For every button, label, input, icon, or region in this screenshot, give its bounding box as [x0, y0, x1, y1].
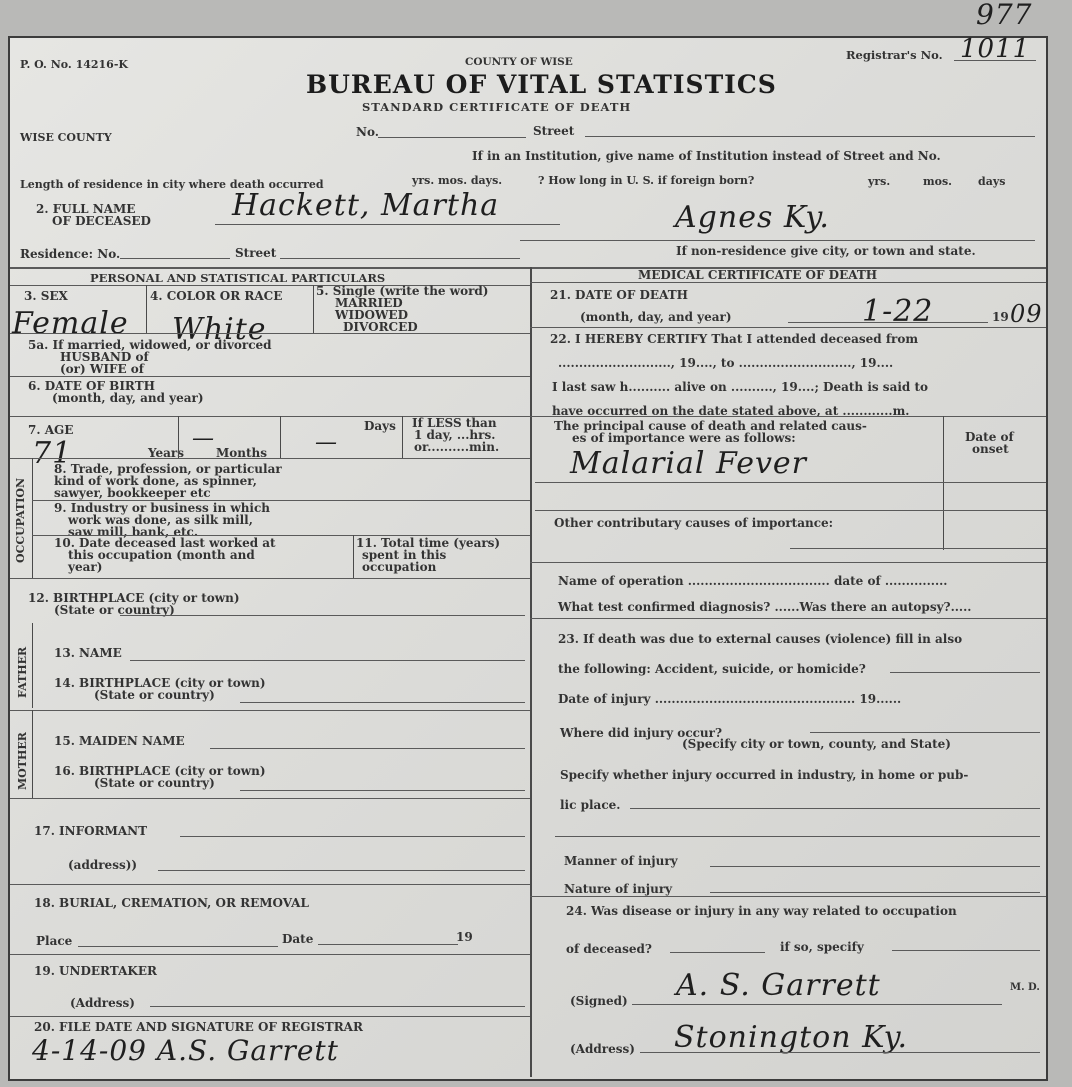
how-long-us: ? How long in U. S. if foreign born?: [538, 174, 755, 187]
date-worked-label-2: this occupation (month and: [68, 548, 255, 562]
death-occurred-time: have occurred on the date stated above, at ............m.: [552, 404, 910, 418]
principal-cause-value: Malarial Fever: [570, 446, 808, 481]
if-so-specify-label: if so, specify: [780, 940, 864, 954]
street-label: Street: [533, 124, 575, 138]
age-label: 7. AGE: [28, 423, 74, 437]
husband-label-1: 5a. If married, widowed, or divorced: [28, 338, 272, 352]
mos-label: mos.: [923, 175, 952, 188]
date-death-label-1: 21. DATE OF DEATH: [550, 288, 688, 302]
bureau-title: BUREAU OF VITAL STATISTICS: [306, 70, 777, 99]
days-label: days: [978, 175, 1006, 188]
mother-birthplace-label-2: (State or country): [94, 776, 215, 790]
death-year-prefix: 19: [992, 310, 1009, 324]
date-onset-label-2: onset: [972, 442, 1009, 456]
physician-address-label: (Address): [570, 1042, 635, 1056]
external-causes-1: 23. If death was due to external causes (violence) fill in also: [558, 632, 963, 646]
father-birthplace-label-1: 14. BIRTHPLACE (city or town): [54, 676, 266, 690]
date-worked-label-3: year): [68, 560, 103, 574]
husband-label-3: (or) WIFE of: [60, 362, 144, 376]
nature-of-injury-label: Nature of injury: [564, 882, 673, 896]
occupation-related-1: 24. Was disease or injury in any way related to occupation: [566, 904, 957, 918]
cause-label-2: es of importance were as follows:: [572, 431, 796, 445]
medical-heading: MEDICAL CERTIFICATE OF DEATH: [638, 268, 878, 282]
trade-label-3: sawyer, bookkeeper etc: [54, 486, 211, 500]
death-certificate: [8, 36, 1048, 1081]
residence-street-label: Street: [235, 246, 277, 260]
file-date-label: 20. FILE DATE AND SIGNATURE OF REGISTRAR: [34, 1020, 363, 1034]
deceased-name: Hackett, Martha: [232, 188, 500, 223]
death-year-value: 09: [1010, 300, 1043, 328]
less-than-2: 1 day, ...hrs.: [414, 428, 496, 442]
physician-signature: A. S. Garrett: [676, 968, 881, 1003]
age-value: 71: [32, 436, 73, 471]
months-label: Months: [216, 446, 268, 460]
nonresidence-note: If non-residence give city, or town and state.: [676, 244, 976, 258]
signed-label: (Signed): [570, 994, 628, 1008]
corner-number: 977: [976, 0, 1033, 31]
trade-label-1: 8. Trade, profession, or particular: [54, 462, 282, 476]
occupation-vertical-label: OCCUPATION: [14, 477, 27, 563]
industry-label-3: saw mill, bank, etc.: [68, 525, 198, 539]
industry-label-2: work was done, as silk mill,: [68, 513, 253, 527]
personal-heading: PERSONAL AND STATISTICAL PARTICULARS: [90, 271, 386, 285]
no-label: No.: [356, 125, 379, 139]
residence-length: Length of residence in city where death occurred: [20, 178, 324, 191]
full-name-label-2: OF DECEASED: [52, 214, 151, 228]
undertaker-label: 19. UNDERTAKER: [34, 964, 157, 978]
married-label: MARRIED: [335, 296, 403, 310]
sex-value: Female: [12, 306, 129, 341]
certify-statement: 22. I HEREBY CERTIFY That I attended deceased from: [550, 332, 919, 346]
date-label: Date: [282, 932, 314, 946]
father-birthplace-label-2: (State or country): [94, 688, 215, 702]
occupation-related-2: of deceased?: [566, 942, 652, 956]
single-label: 5. Single (write the word): [316, 284, 489, 298]
undertaker-address-label: (Address): [70, 996, 135, 1010]
sex-label: 3. SEX: [24, 289, 68, 303]
date-death-label-2: (month, day, and year): [580, 310, 732, 324]
color-value: White: [172, 312, 267, 347]
birthplace-label-2: (State or country): [54, 603, 175, 617]
burial-year-label: 19: [456, 930, 473, 944]
residence-value: Agnes Ky.: [675, 200, 830, 235]
date-death-value: 1-22: [862, 294, 934, 329]
mother-vertical-label: MOTHER: [16, 732, 29, 790]
operation-line: Name of operation .................................. date of ...............: [558, 574, 948, 588]
divorced-label: DIVORCED: [343, 320, 418, 334]
md-label: M. D.: [1010, 982, 1040, 993]
po-number: P. O. No. 14216-K: [20, 58, 128, 71]
external-causes-2: the following: Accident, suicide, or homicide?: [558, 662, 866, 676]
yrs-label: yrs.: [868, 175, 891, 188]
husband-label-2: HUSBAND of: [60, 350, 149, 364]
attended-from-to: ..........................., 19...., to ..........................., 19....: [558, 356, 894, 370]
date-onset-label-1: Date of: [965, 430, 1014, 444]
yrs-mos-days: yrs. mos. days.: [412, 174, 503, 187]
full-name-label-1: 2. FULL NAME: [36, 202, 136, 216]
informant-address-label: (address)): [68, 858, 138, 872]
days-value: —: [315, 430, 338, 455]
registrar-number: 1011: [960, 34, 1031, 64]
burial-label: 18. BURIAL, CREMATION, OR REMOVAL: [34, 896, 309, 910]
trade-label-2: kind of work done, as spinner,: [54, 474, 257, 488]
certificate-title: STANDARD CERTIFICATE OF DEATH: [362, 100, 632, 114]
industry-label-1: 9. Industry or business in which: [54, 501, 271, 515]
dob-label-1: 6. DATE OF BIRTH: [28, 379, 155, 393]
file-date-signature: 4-14-09 A.S. Garrett: [32, 1034, 339, 1067]
maiden-name-label: 15. MAIDEN NAME: [54, 734, 185, 748]
specify-injury-1: Specify whether injury occurred in industry, in home or pub-: [560, 768, 969, 782]
months-value: —: [192, 426, 215, 451]
informant-label: 17. INFORMANT: [34, 824, 148, 838]
total-time-label-3: occupation: [362, 560, 437, 574]
physician-address-value: Stonington Ky.: [674, 1020, 909, 1055]
total-time-label-2: spent in this: [362, 548, 447, 562]
institution-note: If in an Institution, give name of Institution instead of Street and No.: [472, 149, 941, 163]
contributory-label: Other contributary causes of importance:: [554, 516, 834, 530]
diagnosis-test-line: What test confirmed diagnosis? ......Was there an autopsy?.....: [558, 600, 972, 614]
last-saw-alive: I last saw h.......... alive on .........., 19....; Death is said to: [552, 380, 929, 394]
residence-label: Residence: No.: [20, 247, 121, 261]
less-than-1: If LESS than: [412, 416, 497, 430]
less-than-3: or..........min.: [414, 440, 500, 454]
registrar-label: Registrar's No.: [846, 48, 943, 62]
injury-date-line: Date of injury ................................................ 19......: [558, 692, 902, 706]
years-label: Years: [148, 446, 185, 460]
father-vertical-label: FATHER: [16, 646, 29, 698]
place-label: Place: [36, 934, 73, 948]
mother-birthplace-label-1: 16. BIRTHPLACE (city or town): [54, 764, 266, 778]
days-label: Days: [364, 419, 396, 433]
cause-label-1: The principal cause of death and related caus-: [554, 419, 867, 433]
birthplace-label-1: 12. BIRTHPLACE (city or town): [28, 591, 240, 605]
color-label: 4. COLOR OR RACE: [150, 289, 283, 303]
date-worked-label-1: 10. Date deceased last worked at: [54, 536, 276, 550]
county-small: COUNTY OF WISE: [465, 56, 573, 68]
where-injury-label: Where did injury occur?: [560, 726, 723, 740]
county-label: WISE COUNTY: [20, 131, 112, 144]
father-name-label: 13. NAME: [54, 646, 122, 660]
where-injury-hint: (Specify city or town, county, and State): [682, 737, 951, 751]
dob-label-2: (month, day, and year): [52, 391, 204, 405]
specify-injury-2: lic place.: [560, 798, 621, 812]
widowed-label: WIDOWED: [335, 308, 408, 322]
manner-of-injury-label: Manner of injury: [564, 854, 678, 868]
total-time-label-1: 11. Total time (years): [356, 536, 501, 550]
